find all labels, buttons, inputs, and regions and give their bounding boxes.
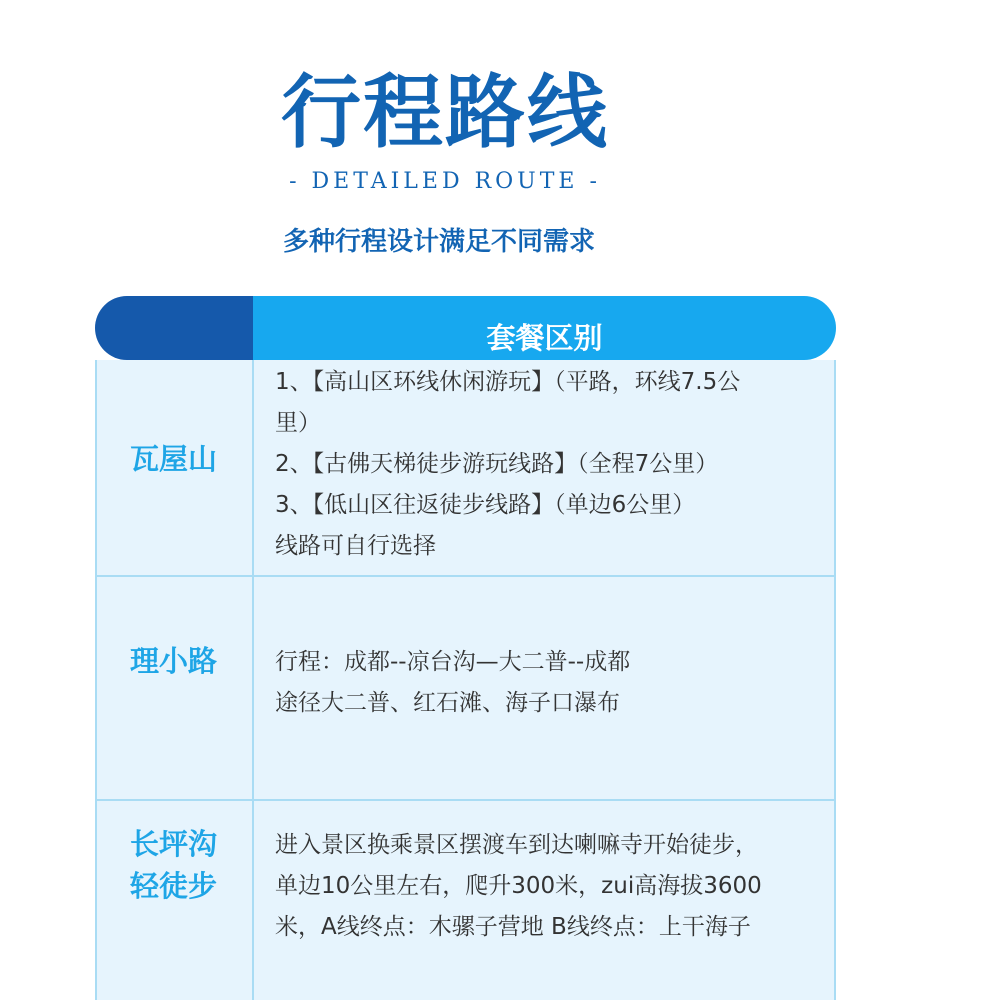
route-detail-line: 进入景区换乘景区摆渡车到达喇嘛寺开始徒步， — [275, 832, 758, 858]
route-name-wawushan: 瓦屋山 — [129, 442, 217, 476]
route-name-line: 长坪沟 — [129, 827, 217, 861]
route-details-lixiaolu — [275, 642, 820, 724]
route-name-lixiaolu: 理小路 — [129, 644, 217, 678]
route-detail-line: 线路可自行选择 — [275, 533, 436, 559]
route-name-changpinggou — [95, 823, 252, 907]
route-details-wawushan — [275, 362, 820, 567]
route-name-line: 轻徒步 — [129, 869, 217, 903]
table-column-header: 套餐区别 — [486, 321, 603, 355]
route-detail-line: 1、【高山区环线休闲游玩】（平路，环线7.5公 — [275, 369, 741, 395]
route-detail-line: 途径大二普、红石滩、海子口瀑布 — [275, 690, 620, 716]
route-detail-line: 2、【古佛天梯徒步游玩线路】（全程7公里） — [275, 451, 719, 477]
route-detail-line: 单边10公里左右，爬升300米，zui高海拔3600 — [275, 873, 762, 899]
route-detail-line: 3、【低山区往返徒步线路】（单边6公里） — [275, 492, 696, 518]
route-details-changpinggou — [275, 825, 820, 948]
page-tagline: 多种行程设计满足不同需求 — [282, 227, 595, 257]
route-detail-line: 里） — [275, 410, 321, 436]
row-divider — [95, 799, 836, 801]
page-title: 行程路线 — [281, 65, 609, 159]
column-divider — [252, 360, 254, 1000]
route-detail-line: 行程：成都--凉台沟—大二普--成都 — [275, 649, 631, 675]
table-header-right-cell — [253, 296, 836, 360]
page-subtitle-english: - DETAILED ROUTE - — [289, 169, 601, 194]
route-detail-line: 米，A线终点：木骡子营地 B线终点：上干海子 — [275, 914, 751, 940]
row-divider — [95, 575, 836, 577]
route-comparison-table — [95, 296, 836, 1000]
